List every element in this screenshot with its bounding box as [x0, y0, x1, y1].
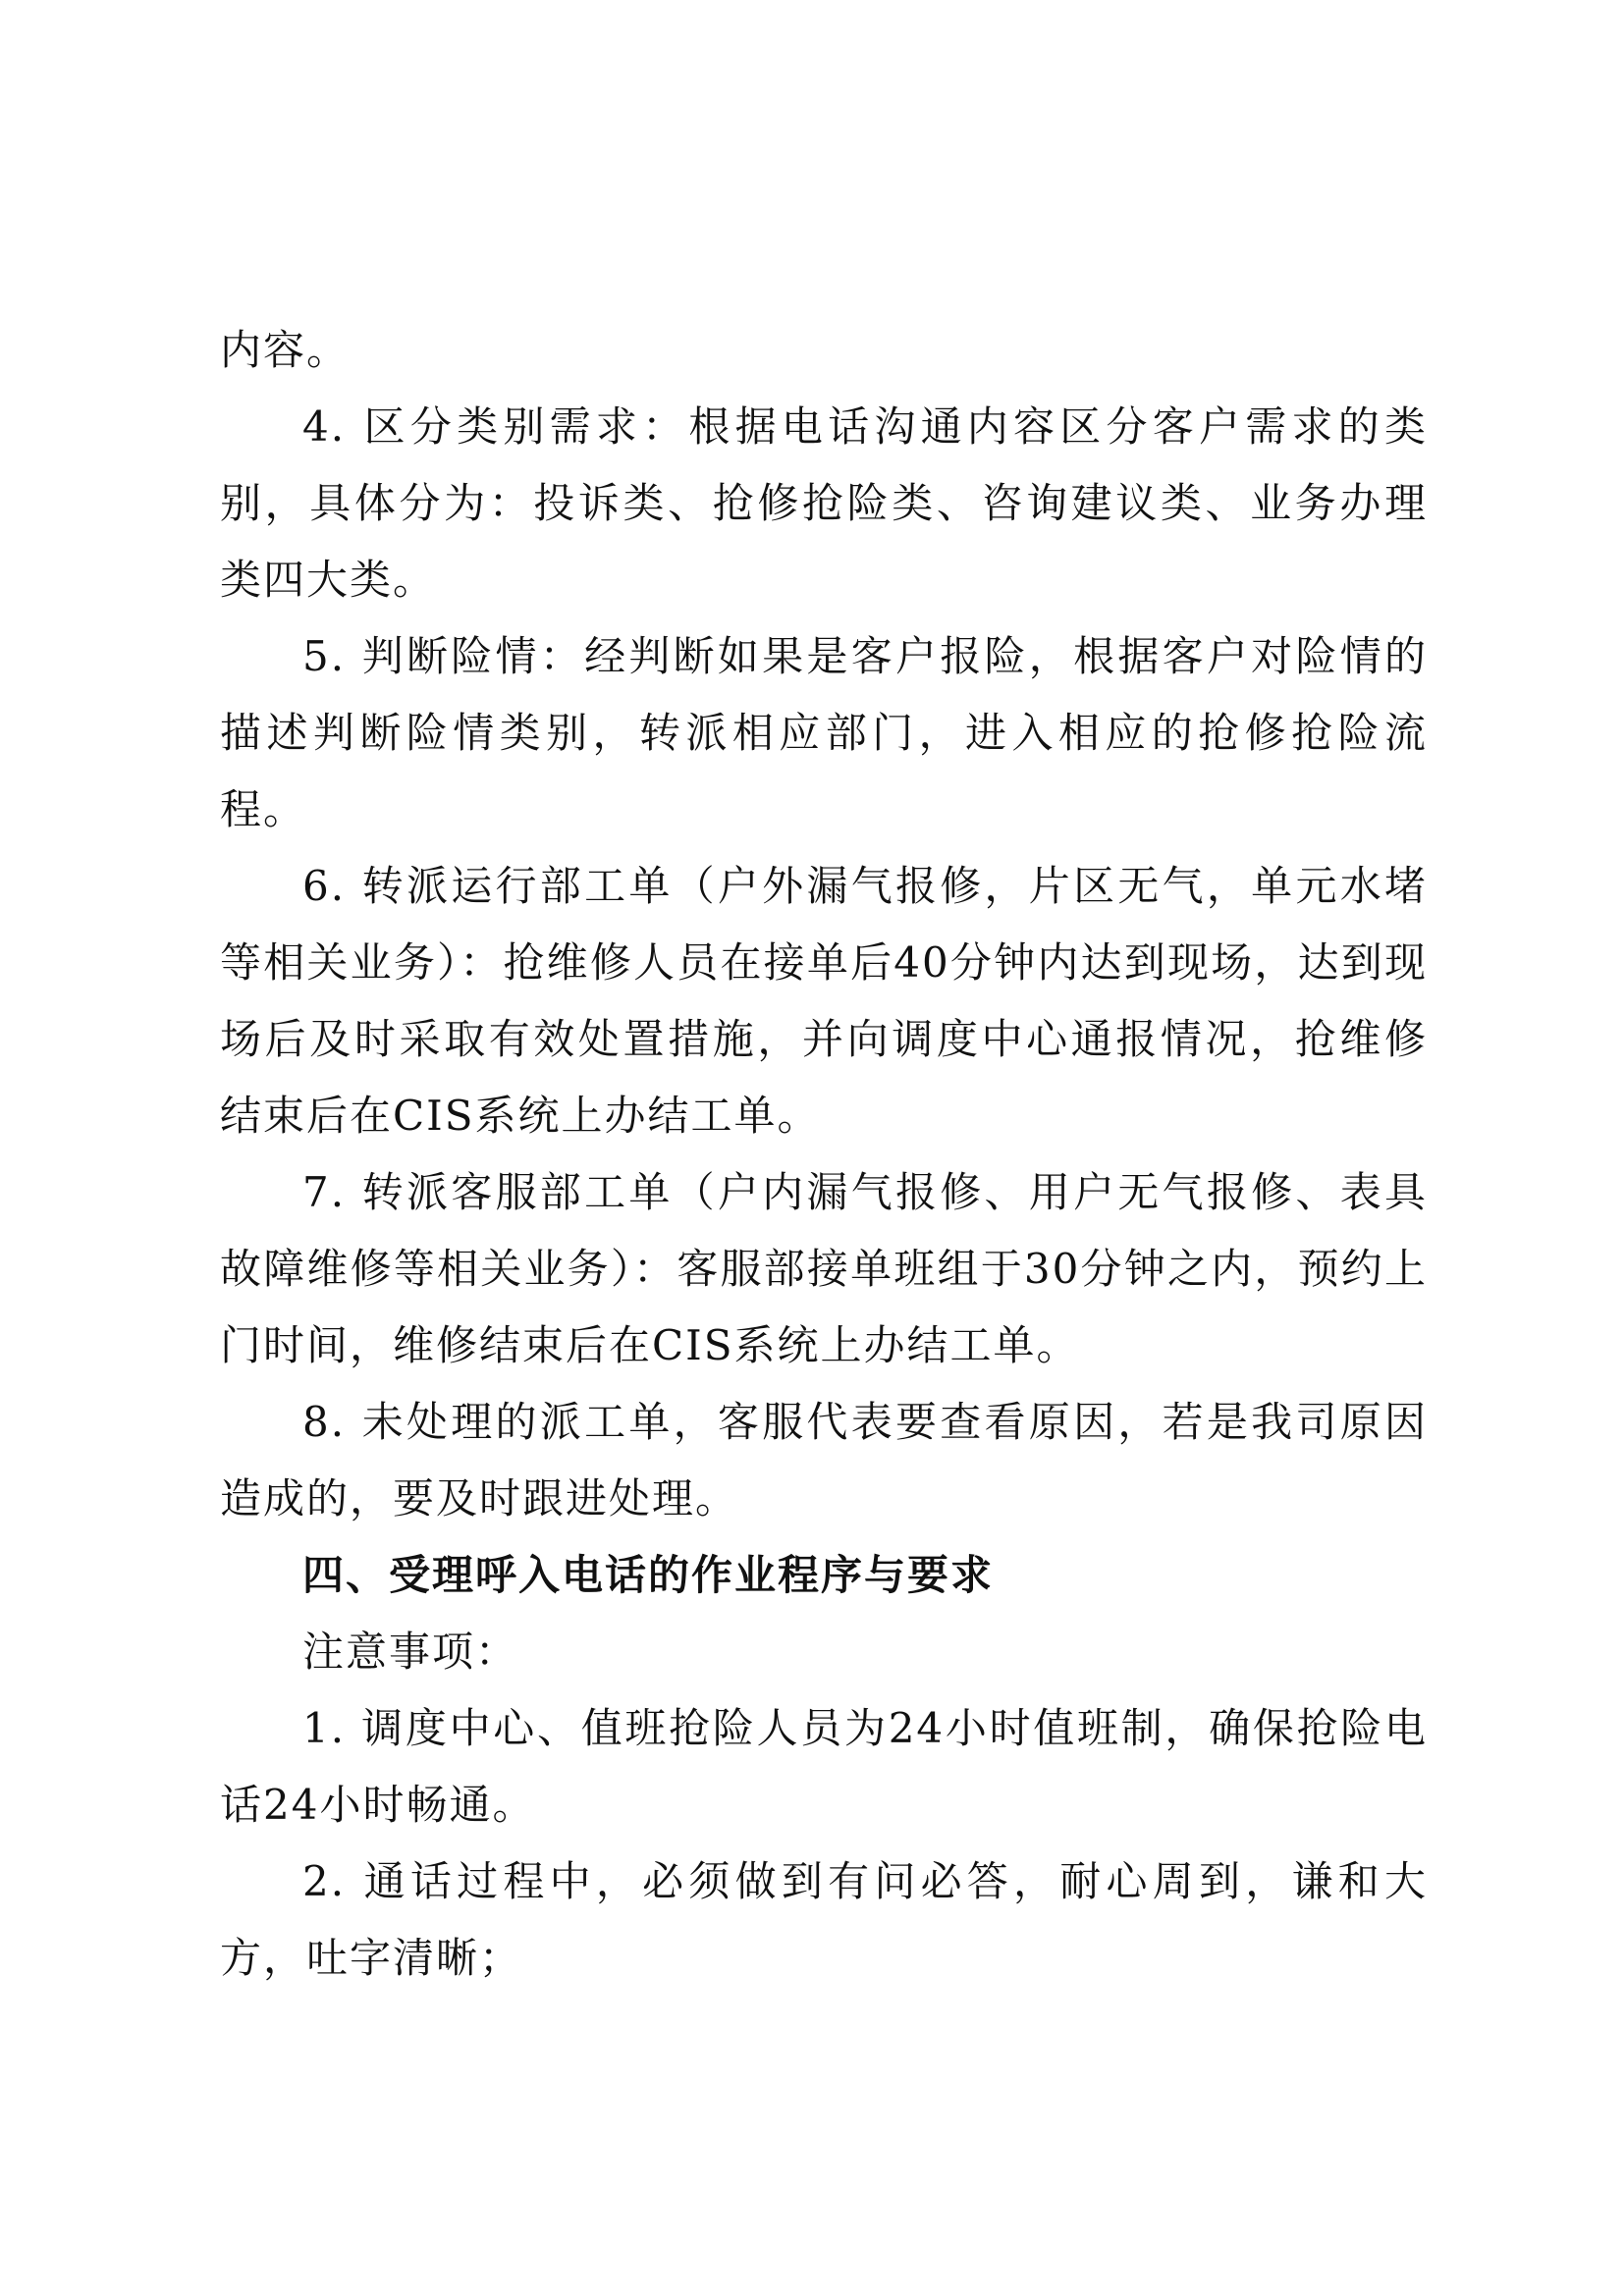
- paragraph-item-7: 7. 转派客服部工单（户内漏气报修、用户无气报修、表具故障维修等相关业务）：客服部接单班组于30分钟之内，预约上门时间，维修结束后在CIS系统上办结工单。: [220, 1168, 1428, 1369]
- document-body: [220, 312, 1428, 1997]
- paragraph-item-6: 6. 转派运行部工单（户外漏气报修，片区无气，单元水堵等相关业务）：抢维修人员在接单后40分钟内达到现场，达到现场后及时采取有效处置措施，并向调度中心通报情况，抢维修结束后在CIS系统上办结工单。: [220, 862, 1428, 1140]
- paragraph-item-8: 8. 未处理的派工单，客服代表要查看原因，若是我司原因造成的，要及时跟进处理。: [220, 1398, 1428, 1522]
- paragraph-continuation: 内容。: [220, 326, 351, 374]
- section-heading-4: 四、受理呼入电话的作业程序与要求: [302, 1551, 995, 1599]
- note-item-1: 1. 调度中心、值班抢险人员为24小时值班制，确保抢险电话24小时畅通。: [220, 1704, 1428, 1829]
- notes-label: 注意事项：: [302, 1628, 519, 1676]
- note-item-2: 2. 通话过程中，必须做到有问必答，耐心周到，谦和大方，吐字清晰；: [220, 1857, 1428, 1982]
- paragraph-item-5: 5. 判断险情：经判断如果是客户报险，根据客户对险情的描述判断险情类别，转派相应部门，进入相应的抢修抢险流程。: [220, 632, 1428, 833]
- paragraph-item-4: 4. 区分类别需求：根据电话沟通内容区分客户需求的类别，具体分为：投诉类、抢修抢险类、咨询建议类、业务办理类四大类。: [220, 402, 1428, 604]
